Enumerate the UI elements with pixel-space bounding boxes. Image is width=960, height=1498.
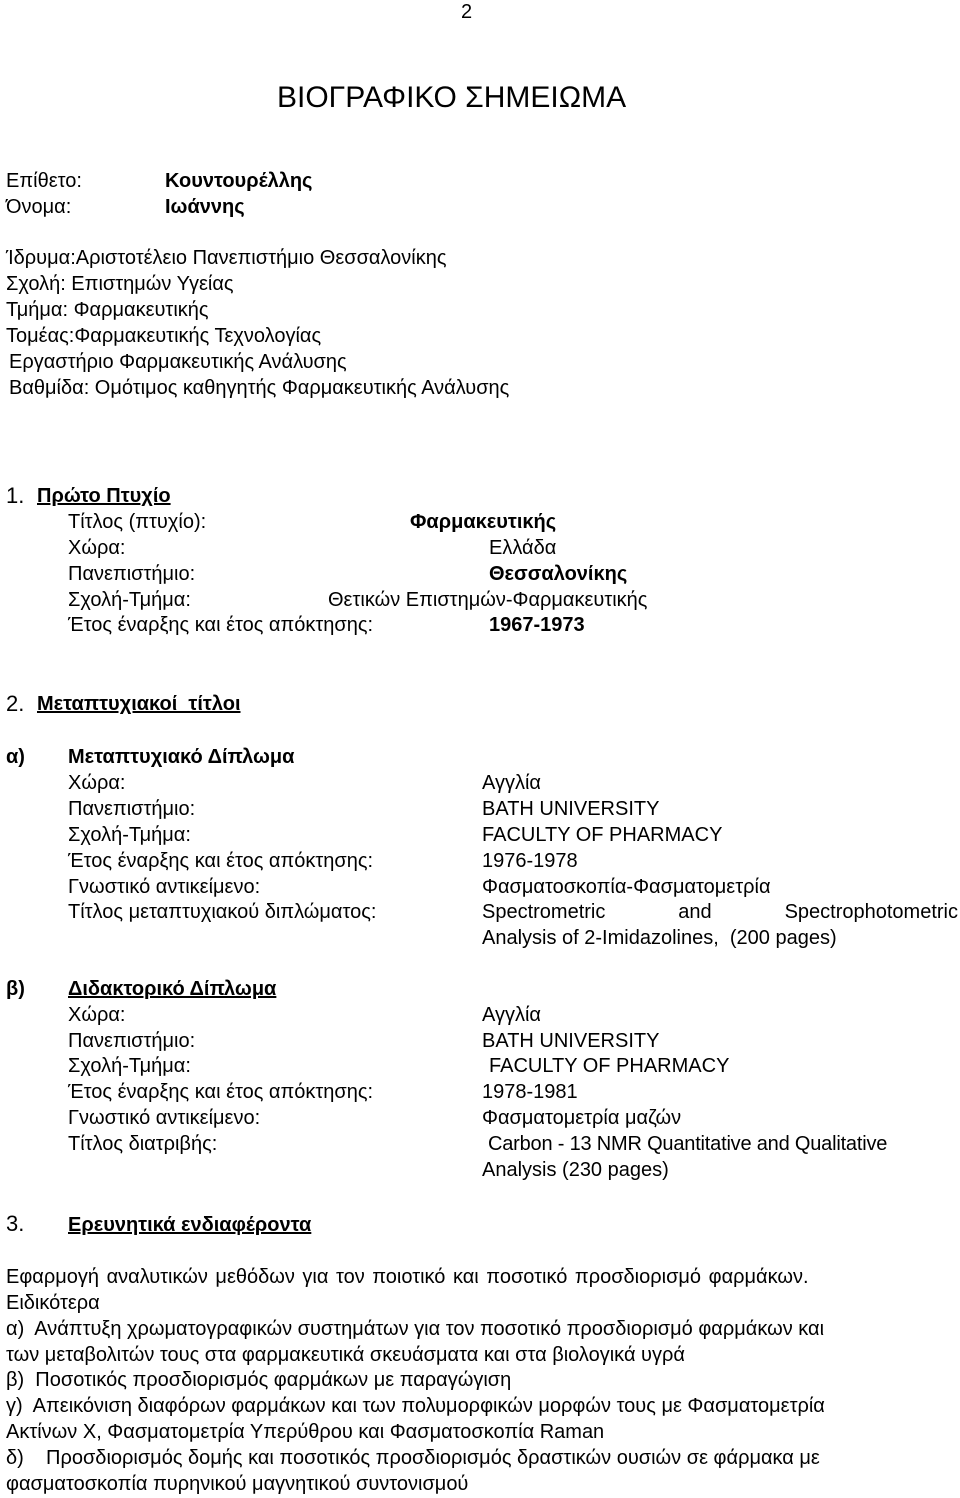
degree-title-value: Φαρμακευτικής (410, 511, 557, 533)
surname-label: Επίθετο: (6, 170, 82, 192)
country-value: Αγγλία (482, 1004, 541, 1026)
school-value: Θετικών Επιστημών-Φαρμακευτικής (328, 589, 648, 611)
school-value: FACULTY OF PHARMACY (482, 824, 723, 846)
section-1-number: 1. (6, 483, 25, 508)
thesis-label: Τίτλος μεταπτυχιακού διπλώματος: (68, 901, 377, 923)
thesis-title-line-2: Analysis (230 pages) (482, 1159, 669, 1181)
institution-line: Ίδρυμα:Αριστοτέλειο Πανεπιστήμιο Θεσσαλονίκης (6, 247, 447, 269)
years-label: Έτος έναρξης και έτος απόκτησης: (68, 850, 374, 872)
page-number: 2 (461, 1, 473, 23)
years-value: 1976-1978 (482, 850, 578, 872)
research-text-line: δ) Προσδιορισμός δομής και ποσοτικός προσδιορισμός δραστικών ουσιών σε φάρμακα με (6, 1447, 820, 1469)
thesis-title-line (482, 902, 958, 922)
school-label: Σχολή-Τμήμα: (68, 589, 191, 611)
research-text-line: φασματοσκοπία πυρηνικού μαγνητικού συντονισμού (6, 1473, 469, 1495)
subsection-a-marker: α) (6, 746, 25, 768)
thesis-word: Spectrometric (482, 901, 606, 923)
subsection-b-marker: β) (6, 978, 25, 1000)
country-value: Ελλάδα (489, 537, 557, 559)
school-label: Σχολή-Τμήμα: (68, 824, 191, 846)
years-value: 1978-1981 (482, 1081, 578, 1103)
section-3-heading: Ερευνητικά ενδιαφέροντα (68, 1214, 312, 1236)
subject-value: Φασματοσκοπία-Φασματομετρία (482, 876, 771, 898)
country-label: Χώρα: (68, 1004, 126, 1026)
school-label: Σχολή-Τμήμα: (68, 1055, 191, 1077)
university-label: Πανεπιστήμιο: (68, 563, 196, 585)
thesis-title-line: Carbon - 13 NMR Quantitative and Qualitative (488, 1133, 888, 1155)
research-text-line: των μεταβολιτών τους στα φαρμακευτικά σκευάσματα και στα βιολογικά υγρά (6, 1344, 685, 1366)
surname-value: Κουντουρέλλης (165, 170, 313, 192)
subject-label: Γνωστικό αντικείμενο: (68, 1107, 261, 1129)
school-line: Σχολή: Επιστημών Υγείας (6, 273, 234, 295)
section-3-number: 3. (6, 1211, 25, 1236)
subject-label: Γνωστικό αντικείμενο: (68, 876, 261, 898)
rank-line: Βαθμίδα: Ομότιμος καθηγητής Φαρμακευτικής Ανάλυσης (9, 377, 510, 399)
country-label: Χώρα: (68, 537, 126, 559)
country-label: Χώρα: (68, 772, 126, 794)
name-value: Ιωάννης (165, 196, 245, 218)
subject-value: Φασματομετρία μαζών (482, 1107, 682, 1129)
degree-title-label: Τίτλος (πτυχίο): (68, 511, 207, 533)
years-value: 1967-1973 (489, 614, 585, 636)
sector-line: Τομέας:Φαρμακευτικής Τεχνολογίας (6, 325, 322, 347)
department-line: Τμήμα: Φαρμακευτικής (6, 299, 209, 321)
thesis-word: and (678, 901, 712, 923)
university-label: Πανεπιστήμιο: (68, 1030, 196, 1052)
years-label: Έτος έναρξης και έτος απόκτησης: (68, 1081, 374, 1103)
research-text-line: Ειδικότερα (6, 1292, 100, 1314)
thesis-title-line-2: Analysis of 2-Imidazolines, (200 pages) (482, 927, 837, 949)
subsection-b-heading: Διδακτορικό Δίπλωμα (68, 978, 277, 1000)
subsection-a-heading: Μεταπτυχιακό Δίπλωμα (68, 746, 295, 768)
laboratory-line: Εργαστήριο Φαρμακευτικής Ανάλυσης (9, 351, 347, 373)
country-value: Αγγλία (482, 772, 541, 794)
research-text-line: α) Ανάπτυξη χρωματογραφικών συστημάτων για τον ποσοτικό προσδιορισμό φαρμάκων και (6, 1318, 825, 1340)
years-label: Έτος έναρξης και έτος απόκτησης: (68, 614, 374, 636)
university-value: Θεσσαλονίκης (489, 563, 628, 585)
research-text-line: Ακτίνων Χ, Φασματομετρία Υπερύθρου και Φασματοσκοπία Raman (6, 1421, 605, 1443)
research-text-line: β) Ποσοτικός προσδιορισμός φαρμάκων με παραγώγιση (6, 1369, 512, 1391)
research-text-line: γ) Απεικόνιση διαφόρων φαρμάκων και των πολυμορφικών μορφών τους με Φασματομετρία (6, 1395, 825, 1417)
research-text-line: Εφαρμογή αναλυτικών μεθόδων για τον ποιοτικό και ποσοτικό προσδιορισμό φαρμάκων. (6, 1266, 809, 1288)
school-value: FACULTY OF PHARMACY (489, 1055, 730, 1077)
university-value: BATH UNIVERSITY (482, 798, 660, 820)
section-2-number: 2. (6, 691, 25, 716)
thesis-label: Τίτλος διατριβής: (68, 1133, 218, 1155)
university-value: BATH UNIVERSITY (482, 1030, 660, 1052)
thesis-word: Spectrophotometric (784, 901, 958, 923)
section-1-heading: Πρώτο Πτυχίο (37, 485, 171, 507)
name-label: Όνομα: (6, 196, 72, 218)
section-2-heading: Μεταπτυχιακοί τίτλοι (37, 693, 241, 715)
document-title: ΒΙΟΓΡΑΦΙΚΟ ΣΗΜΕΙΩΜΑ (277, 81, 627, 114)
university-label: Πανεπιστήμιο: (68, 798, 196, 820)
